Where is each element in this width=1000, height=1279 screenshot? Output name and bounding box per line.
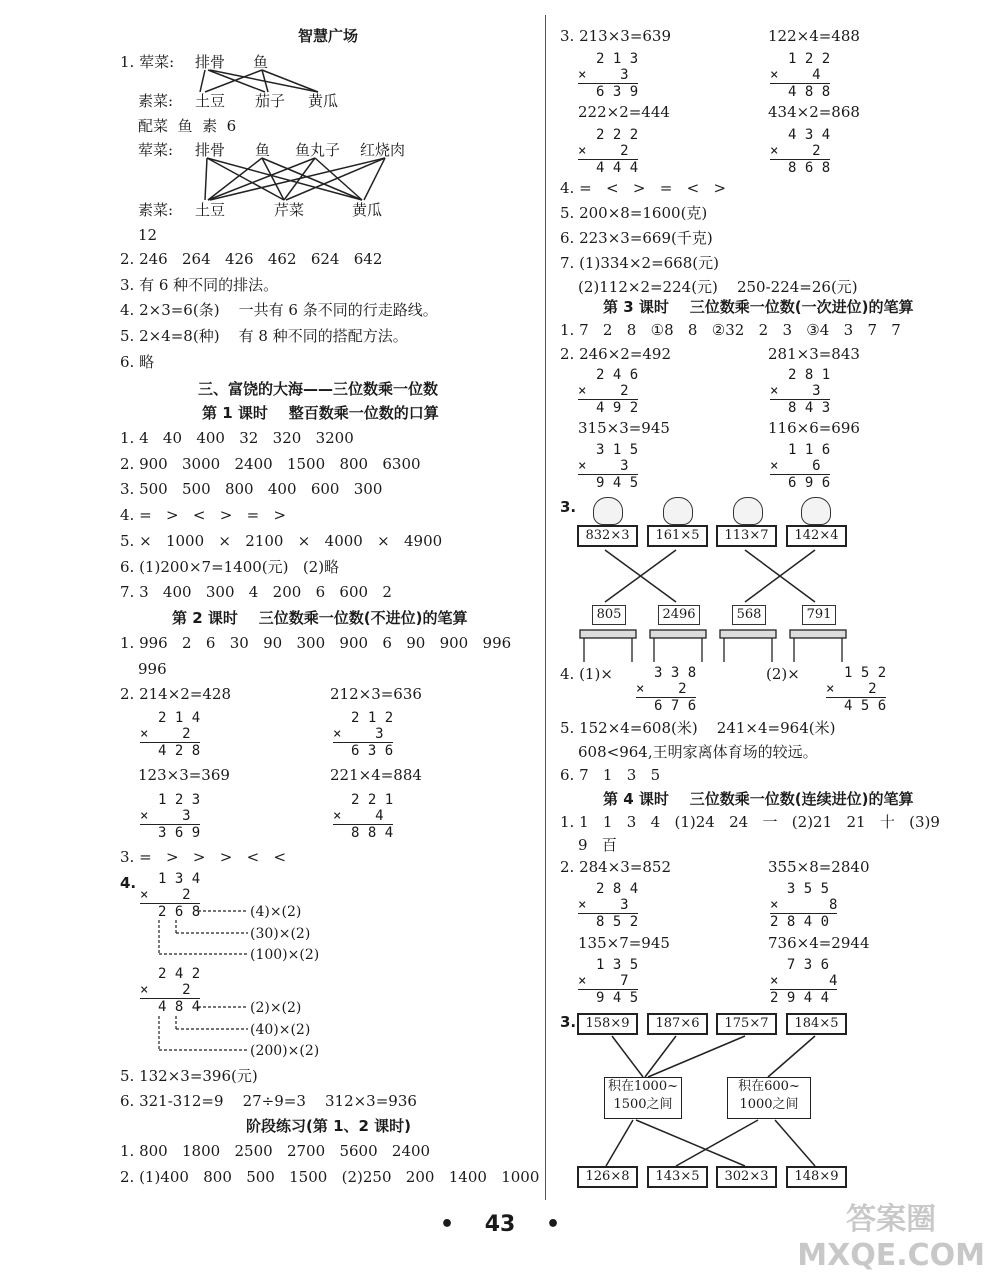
l3-q2-eq-1: 281×3=843 [768,345,860,363]
l4-q3-mid-0: 积在1000~ 1500之间 [604,1077,682,1119]
l2-q1-line-b: 996 [138,660,167,678]
l3-q2-vertical-0: 2 4 6 × 2 4 9 2 [578,367,639,416]
r-q4: 4. = < > = < > [560,179,727,197]
q1-su2-item-1: 芹菜 [274,201,305,219]
l4-q3-bot-1: 143×5 [647,1166,708,1188]
l2-q2-eq-0: 2. 214×2=428 [120,685,232,703]
l2-q2-vertical-1: 2 1 2 × 3 6 3 6 [333,710,394,759]
q1-hun2-label: 荤菜: [138,141,174,159]
q2: 2. 246 264 426 462 624 642 [120,250,383,268]
l3-q3-box-3: 142×4 [786,525,847,547]
l1-line-6: 7. 3 400 300 4 200 6 600 2 [120,583,392,601]
l2-q2-vertical-2: 1 2 3 × 3 3 6 9 [140,792,201,841]
q1-peicai: 配菜 鱼 素 6 [138,117,237,135]
l3-q6: 6. 7 1 3 5 [560,766,661,784]
r-q7b: (2)112×2=224(元) 250-224=26(元) [578,278,858,296]
r-q3-eq-1: 122×4=488 [768,27,860,45]
l2-q4a-note-1: (30)×(2) [250,926,311,942]
l3-q4-a: 4. (1)× [560,665,613,683]
review-title: 阶段练习(第 1、2 课时) [246,1117,412,1135]
l3-q3-box-1: 161×5 [647,525,708,547]
l3-q3-box-2: 113×7 [716,525,777,547]
q1-hun-item-1: 鱼 [253,53,269,71]
l3-q5a: 5. 152×4=608(米) 241×4=964(米) [560,719,836,737]
l4-q2-eq-1: 355×8=2840 [768,858,870,876]
l2-q6: 6. 321-312=9 27÷9=3 312×3=936 [120,1092,417,1110]
l2-q3: 3. = > > > < < [120,848,287,866]
l2-q2-vertical-0: 2 1 4 × 2 4 2 8 [140,710,201,759]
r-q3-vertical-1: 1 2 2 × 4 4 8 8 [770,51,831,100]
l4-q2-vertical-2: 1 3 5 × 7 9 4 5 [578,957,639,1006]
l3-q2-vertical-1: 2 8 1 × 3 8 4 3 [770,367,831,416]
lesson3-title: 第 3 课时 三位数乘一位数(一次进位)的笔算 [603,298,914,316]
r-q3-vertical-0: 2 1 3 × 3 6 3 9 [578,51,639,100]
q1-hun-label: 1. 荤菜: [120,53,175,71]
l3-q2-eq-3: 116×6=696 [768,419,860,437]
r-q3-eq-0: 3. 213×3=639 [560,27,672,45]
q1-su-item-1: 茄子 [255,92,286,110]
lesson1-title: 第 1 课时 整百数乘一位数的口算 [202,404,439,422]
page-number: • 43 • [439,1212,561,1237]
q1-hun2-item-2: 鱼丸子 [295,141,341,159]
l2-q2-eq-3: 221×4=884 [330,766,422,784]
l4-q3-top-2: 175×7 [716,1013,777,1035]
l1-line-4: 5. × 1000 × 2100 × 4000 × 4900 [120,532,443,550]
l1-line-0: 1. 4 40 400 32 320 3200 [120,429,354,447]
l2-q4b-note-0: (2)×(2) [250,1000,302,1016]
l3-q2-vertical-3: 1 1 6 × 6 6 9 6 [770,442,831,491]
l4-q3-bot-0: 126×8 [577,1166,638,1188]
l2-q4-label: 4. [120,874,137,892]
l3-q1: 1. 7 2 8 ①8 8 ②32 2 3 ③4 3 7 7 [560,321,901,339]
desk-label-3: 791 [802,605,836,625]
q1-su-label: 素菜: [138,92,174,110]
l3-q2-eq-2: 315×3=945 [578,419,670,437]
review-q2: 2. (1)400 800 500 1500 (2)250 200 1400 1000 [120,1168,540,1186]
q3: 3. 有 6 种不同的排法。 [120,276,279,294]
l2-q4-vertical-b: 2 4 2 × 2 4 8 4 [140,966,201,1015]
l3-q3-label: 3. [560,498,577,516]
l3-q3-box-0: 832×3 [577,525,638,547]
l4-q3-bot-3: 148×9 [786,1166,847,1188]
r-q3-eq-2: 222×2=444 [578,103,670,121]
unit3-title: 三、富饶的大海——三位数乘一位数 [198,380,439,398]
desk-label-1: 2496 [658,605,700,625]
desk-label-0: 805 [592,605,626,625]
r-q5: 5. 200×8=1600(克) [560,204,708,222]
r-q7a: 7. (1)334×2=668(元) [560,254,719,272]
q1-hun-item-0: 排骨 [195,53,226,71]
l4-q3-mid-1: 积在600~ 1000之间 [727,1077,811,1119]
q4: 4. 2×3=6(条) 一共有 6 条不同的行走路线。 [120,301,438,319]
q1-su2-item-2: 黄瓜 [352,201,383,219]
l3-q4-b: (2)× [766,665,800,683]
q1-su-item-0: 土豆 [195,92,226,110]
l2-q4a-note-2: (100)×(2) [250,947,320,963]
l1-line-1: 2. 900 3000 2400 1500 800 6300 [120,455,421,473]
l1-line-2: 3. 500 500 800 400 600 300 [120,480,383,498]
lesson4-title: 第 4 课时 三位数乘一位数(连续进位)的笔算 [603,790,914,808]
q1-hun2-item-1: 鱼 [255,141,271,159]
l1-line-3: 4. = > < > = > [120,506,287,524]
r-q3-vertical-3: 4 3 4 × 2 8 6 8 [770,127,831,176]
l2-q2-eq-2: 123×3=369 [138,766,230,784]
l2-q4-vertical-a: 1 3 4 × 2 2 6 8 [140,871,201,920]
l4-q1b: 9 百 [578,836,617,854]
l2-q2-vertical-3: 2 2 1 × 4 8 8 4 [333,792,394,841]
l2-q4a-note-0: (4)×(2) [250,904,302,920]
l4-q3-label: 3. [560,1013,577,1031]
section-title-zhihui: 智慧广场 [298,27,359,45]
l4-q2-eq-3: 736×4=2944 [768,934,870,952]
l4-q3-top-0: 158×9 [577,1013,638,1035]
q6: 6. 略 [120,353,155,371]
l3-q4-vertical-b: 1 5 2 × 2 4 5 6 [826,665,887,714]
l4-q2-eq-2: 135×7=945 [578,934,670,952]
l4-q2-vertical-0: 2 8 4 × 3 8 5 2 [578,881,639,930]
q1-su-item-2: 黄瓜 [308,92,339,110]
l2-q2-eq-1: 212×3=636 [330,685,422,703]
l4-q1a: 1. 1 1 3 4 (1)24 24 一 (2)21 21 十 (3)9 [560,813,940,831]
l3-q2-eq-0: 2. 246×2=492 [560,345,672,363]
q1-answer: 12 [138,226,158,244]
watermark: 答案圈 MXQE.COM [797,1202,985,1273]
r-q6: 6. 223×3=669(千克) [560,229,713,247]
q1-su2-item-0: 土豆 [195,201,226,219]
q5: 5. 2×4=8(种) 有 8 种不同的搭配方法。 [120,327,408,345]
l2-q5: 5. 132×3=396(元) [120,1067,258,1085]
desk-label-2: 568 [732,605,766,625]
l2-q4b-note-1: (40)×(2) [250,1022,311,1038]
r-q3-eq-3: 434×2=868 [768,103,860,121]
l2-q1-line-a: 1. 996 2 6 30 90 300 900 6 90 900 996 [120,634,512,652]
q1-su2-label: 素菜: [138,201,174,219]
q1-hun2-item-0: 排骨 [195,141,226,159]
l4-q3-top-1: 187×6 [647,1013,708,1035]
l4-q2-eq-0: 2. 284×3=852 [560,858,672,876]
lesson2-title: 第 2 课时 三位数乘一位数(不进位)的笔算 [172,609,468,627]
l2-q4b-note-2: (200)×(2) [250,1043,320,1059]
l3-q5b: 608<964,王明家离体育场的较远。 [578,743,818,761]
l3-q4-vertical-a: 3 3 8 × 2 6 7 6 [636,665,697,714]
q1-hun2-item-3: 红烧肉 [360,141,406,159]
l4-q3-top-3: 184×5 [786,1013,847,1035]
l1-line-5: 6. (1)200×7=1400(元) (2)略 [120,558,340,576]
l3-q2-vertical-2: 3 1 5 × 3 9 4 5 [578,442,639,491]
review-q1: 1. 800 1800 2500 2700 5600 2400 [120,1142,431,1160]
r-q3-vertical-2: 2 2 2 × 2 4 4 4 [578,127,639,176]
l4-q2-vertical-1: 3 5 5 × 8 2 8 4 0 [770,881,838,930]
l4-q2-vertical-3: 7 3 6 × 4 2 9 4 4 [770,957,838,1006]
l4-q3-bot-2: 302×3 [716,1166,777,1188]
